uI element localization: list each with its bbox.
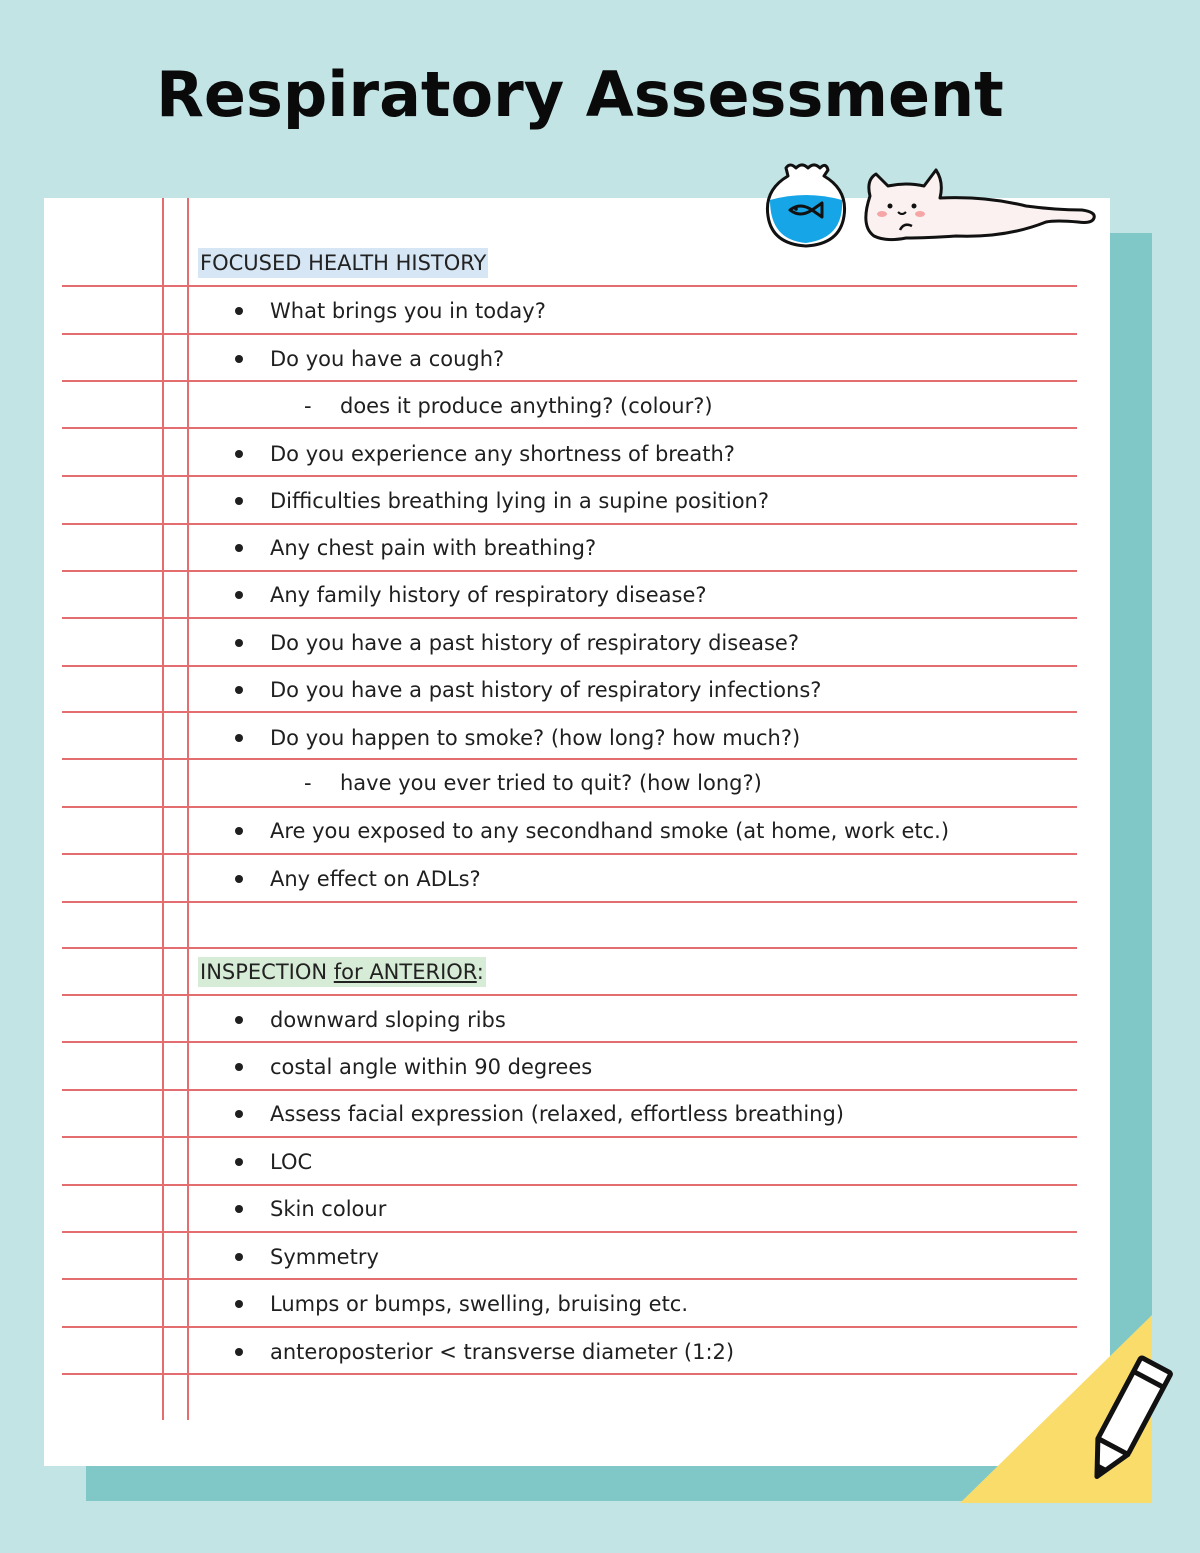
bullet-icon — [235, 639, 243, 647]
rule-line — [62, 711, 1077, 713]
bullet-icon — [235, 450, 243, 458]
bullet-icon — [235, 875, 243, 883]
rule-line — [62, 994, 1077, 996]
list-item — [44, 296, 1110, 326]
list-item-text: Any family history of respiratory disease? — [270, 583, 707, 607]
rule-line — [62, 806, 1077, 808]
list-item-text: Any chest pain with breathing? — [270, 536, 597, 560]
list-item — [44, 344, 1110, 374]
bullet-icon — [235, 1348, 243, 1356]
list-item — [44, 675, 1110, 705]
bullet-icon — [235, 1158, 243, 1166]
list-item — [44, 628, 1110, 658]
list-item-text: costal angle within 90 degrees — [270, 1055, 593, 1079]
list-item-text: What brings you in today? — [270, 299, 546, 323]
bullet-icon — [235, 686, 243, 694]
heading-part-underlined: for ANTERIOR — [333, 960, 477, 984]
page-title: Respiratory Assessment — [156, 58, 1004, 131]
list-item-text: Do you have a past history of respiratory disease? — [270, 631, 799, 655]
pencil-icon — [1080, 1350, 1175, 1490]
section-heading-health-history: FOCUSED HEALTH HISTORY — [198, 248, 488, 278]
list-item-text: Symmetry — [270, 1245, 379, 1269]
heading-part: : — [476, 960, 484, 984]
list-item — [44, 1337, 1110, 1367]
rule-line — [62, 665, 1077, 667]
bullet-icon — [235, 307, 243, 315]
list-item-text: Difficulties breathing lying in a supine position? — [270, 489, 770, 513]
rule-line — [62, 1231, 1077, 1233]
list-item-text: Skin colour — [270, 1197, 387, 1221]
bullet-icon — [235, 1110, 243, 1118]
notebook-paper — [44, 198, 1110, 1466]
list-item — [44, 723, 1110, 753]
rule-line — [62, 947, 1077, 949]
list-item-text: Do you have a past history of respiratory infections? — [270, 678, 822, 702]
list-item — [44, 533, 1110, 563]
dash-marker: - — [304, 394, 312, 418]
list-item — [44, 1099, 1110, 1129]
rule-line — [62, 1373, 1077, 1375]
list-item-text: Do you happen to smoke? (how long? how much?) — [270, 726, 801, 750]
list-item — [44, 1194, 1110, 1224]
heading-part: INSPECTION — [200, 960, 334, 984]
list-item — [44, 864, 1110, 894]
section-heading-inspection — [198, 957, 486, 987]
list-item — [44, 1052, 1110, 1082]
list-item-text: downward sloping ribs — [270, 1008, 506, 1032]
rule-line — [62, 1326, 1077, 1328]
bullet-icon — [235, 591, 243, 599]
sub-list-item — [44, 768, 1110, 798]
bullet-icon — [235, 1016, 243, 1024]
list-item-text: Any effect on ADLs? — [270, 867, 481, 891]
rule-line — [62, 758, 1077, 760]
list-item — [44, 816, 1110, 846]
list-item — [44, 580, 1110, 610]
list-item-text: anteroposterior < transverse diameter (1:2) — [270, 1340, 735, 1364]
list-item-text: Do you have a cough? — [270, 347, 505, 371]
bullet-icon — [235, 497, 243, 505]
list-item — [44, 1242, 1110, 1272]
rule-line — [62, 617, 1077, 619]
list-item-text: Assess facial expression (relaxed, effortless breathing) — [270, 1102, 844, 1126]
bullet-icon — [235, 1063, 243, 1071]
rule-line — [62, 1136, 1077, 1138]
rule-line — [62, 1278, 1077, 1280]
bullet-icon — [235, 827, 243, 835]
list-item — [44, 1289, 1110, 1319]
bullet-icon — [235, 1253, 243, 1261]
list-item-text: Do you experience any shortness of breath? — [270, 442, 735, 466]
list-item-text: LOC — [270, 1150, 313, 1174]
list-item — [44, 439, 1110, 469]
bullet-icon — [235, 1300, 243, 1308]
dash-marker: - — [304, 771, 312, 795]
sub-list-item-text: have you ever tried to quit? (how long?) — [340, 771, 762, 795]
rule-line — [62, 1089, 1077, 1091]
list-item — [44, 1005, 1110, 1035]
rule-line — [62, 1041, 1077, 1043]
rule-line — [62, 570, 1077, 572]
rule-line — [62, 380, 1077, 382]
list-item-text: Are you exposed to any secondhand smoke (at home, work etc.) — [270, 819, 950, 843]
bullet-icon — [235, 544, 243, 552]
fishbowl-icon — [760, 160, 852, 250]
rule-line — [62, 475, 1077, 477]
cat-icon — [856, 166, 1101, 248]
list-item — [44, 486, 1110, 516]
rule-line — [62, 523, 1077, 525]
rule-line — [62, 427, 1077, 429]
bullet-icon — [235, 1205, 243, 1213]
bullet-icon — [235, 355, 243, 363]
bullet-icon — [235, 734, 243, 742]
sub-list-item — [44, 391, 1110, 421]
list-item — [44, 1147, 1110, 1177]
rule-line — [62, 333, 1077, 335]
rule-line — [62, 285, 1077, 287]
sub-list-item-text: does it produce anything? (colour?) — [340, 394, 713, 418]
rule-line — [62, 1184, 1077, 1186]
rule-line — [62, 853, 1077, 855]
list-item-text: Lumps or bumps, swelling, bruising etc. — [270, 1292, 689, 1316]
rule-line — [62, 901, 1077, 903]
